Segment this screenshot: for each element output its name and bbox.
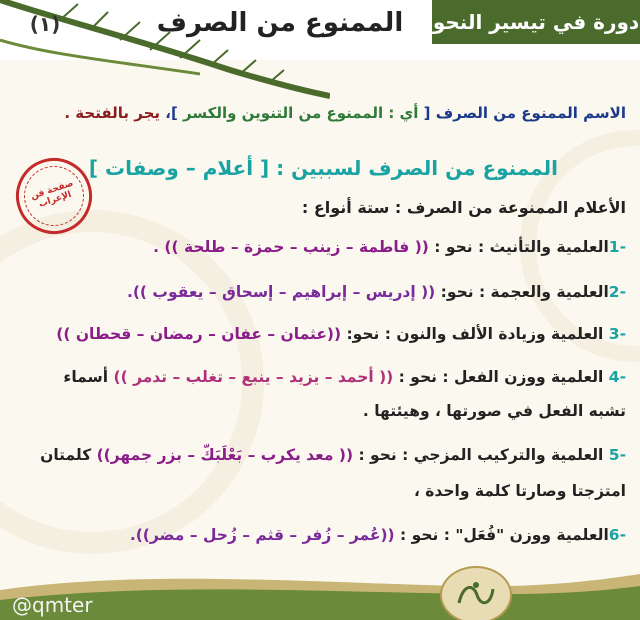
item-label: العلمية والعجمة : نحو: [435,283,609,301]
list-item [130,526,626,544]
item-examples: (( معد يكرب – بَعْلَبَكّ – بزر جمهر)) [91,446,354,464]
page-number: (١) [29,12,61,36]
reasons-heading: الممنوع من الصرف لسببين : [ أعلام – وصفات ] [88,156,558,180]
item-number: -6 [608,526,626,544]
item-examples: (( إدريس – إبراهيم – إسحاق – يعقوب )). [126,283,436,301]
social-handle: @qmter [12,593,93,617]
definition-meaning: أي : الممنوع من التنوين والكسر [177,104,424,122]
item-number: -5 [608,446,626,464]
page-title: الممنوع من الصرف [156,8,404,38]
item-continuation: تشبه الفعل في صورتها ، وهيئتها . [362,402,626,420]
list-item [56,325,626,343]
list-item [127,283,626,301]
definition-term: الاسم الممنوع من الصرف [ [423,104,626,122]
list-item [40,446,626,464]
item-examples: (( فاطمة – زينب – حمزة – طلحة )) . [153,238,429,256]
course-badge: دورة في تيسير النحو [432,0,640,44]
stamp-text: صفحة فن الإعراب [16,158,92,234]
list-item [63,368,626,386]
item-label: العلمية وزيادة الألف والنون : نحو: [341,325,609,343]
item-examples: ((عُمر – زُفر – قثم – زُحل – مضر)). [129,526,395,544]
calligraphy-logo [440,566,512,620]
item-number: -4 [608,368,626,386]
definition-bracket: ]، [160,104,178,122]
item-label: العلمية والتركيب المزجي : نحو : [353,446,609,464]
logo-icon [451,575,501,615]
footer-wave-decoration [0,560,640,620]
item-label: العلمية ووزن الفعل : نحو : [393,368,609,386]
item-number: -3 [608,325,626,343]
item-label: العلمية ووزن "فُعَل" : نحو : [394,526,609,544]
item-trailing-text: كلمتان [40,446,92,464]
list-item [153,238,626,256]
item-continuation: امتزجتا وصارتا كلمة واحدة ، [413,482,626,500]
item-label: العلمية والتأنيث : نحو : [428,238,609,256]
types-intro: الأعلام الممنوعة من الصرف : ستة أنواع : [301,198,626,217]
item-examples: ((عثمان – عفان – رمضان – قحطان )) [56,325,342,343]
definition-line [64,104,626,122]
item-examples: (( أحمد – يزيد – ينبع – تغلب – تدمر )) [108,368,394,386]
item-number: -1 [608,238,626,256]
definition-ruling: يجر بالفتحة . [64,104,161,122]
item-number: -2 [608,283,626,301]
item-trailing-text: أسماء [63,368,109,386]
